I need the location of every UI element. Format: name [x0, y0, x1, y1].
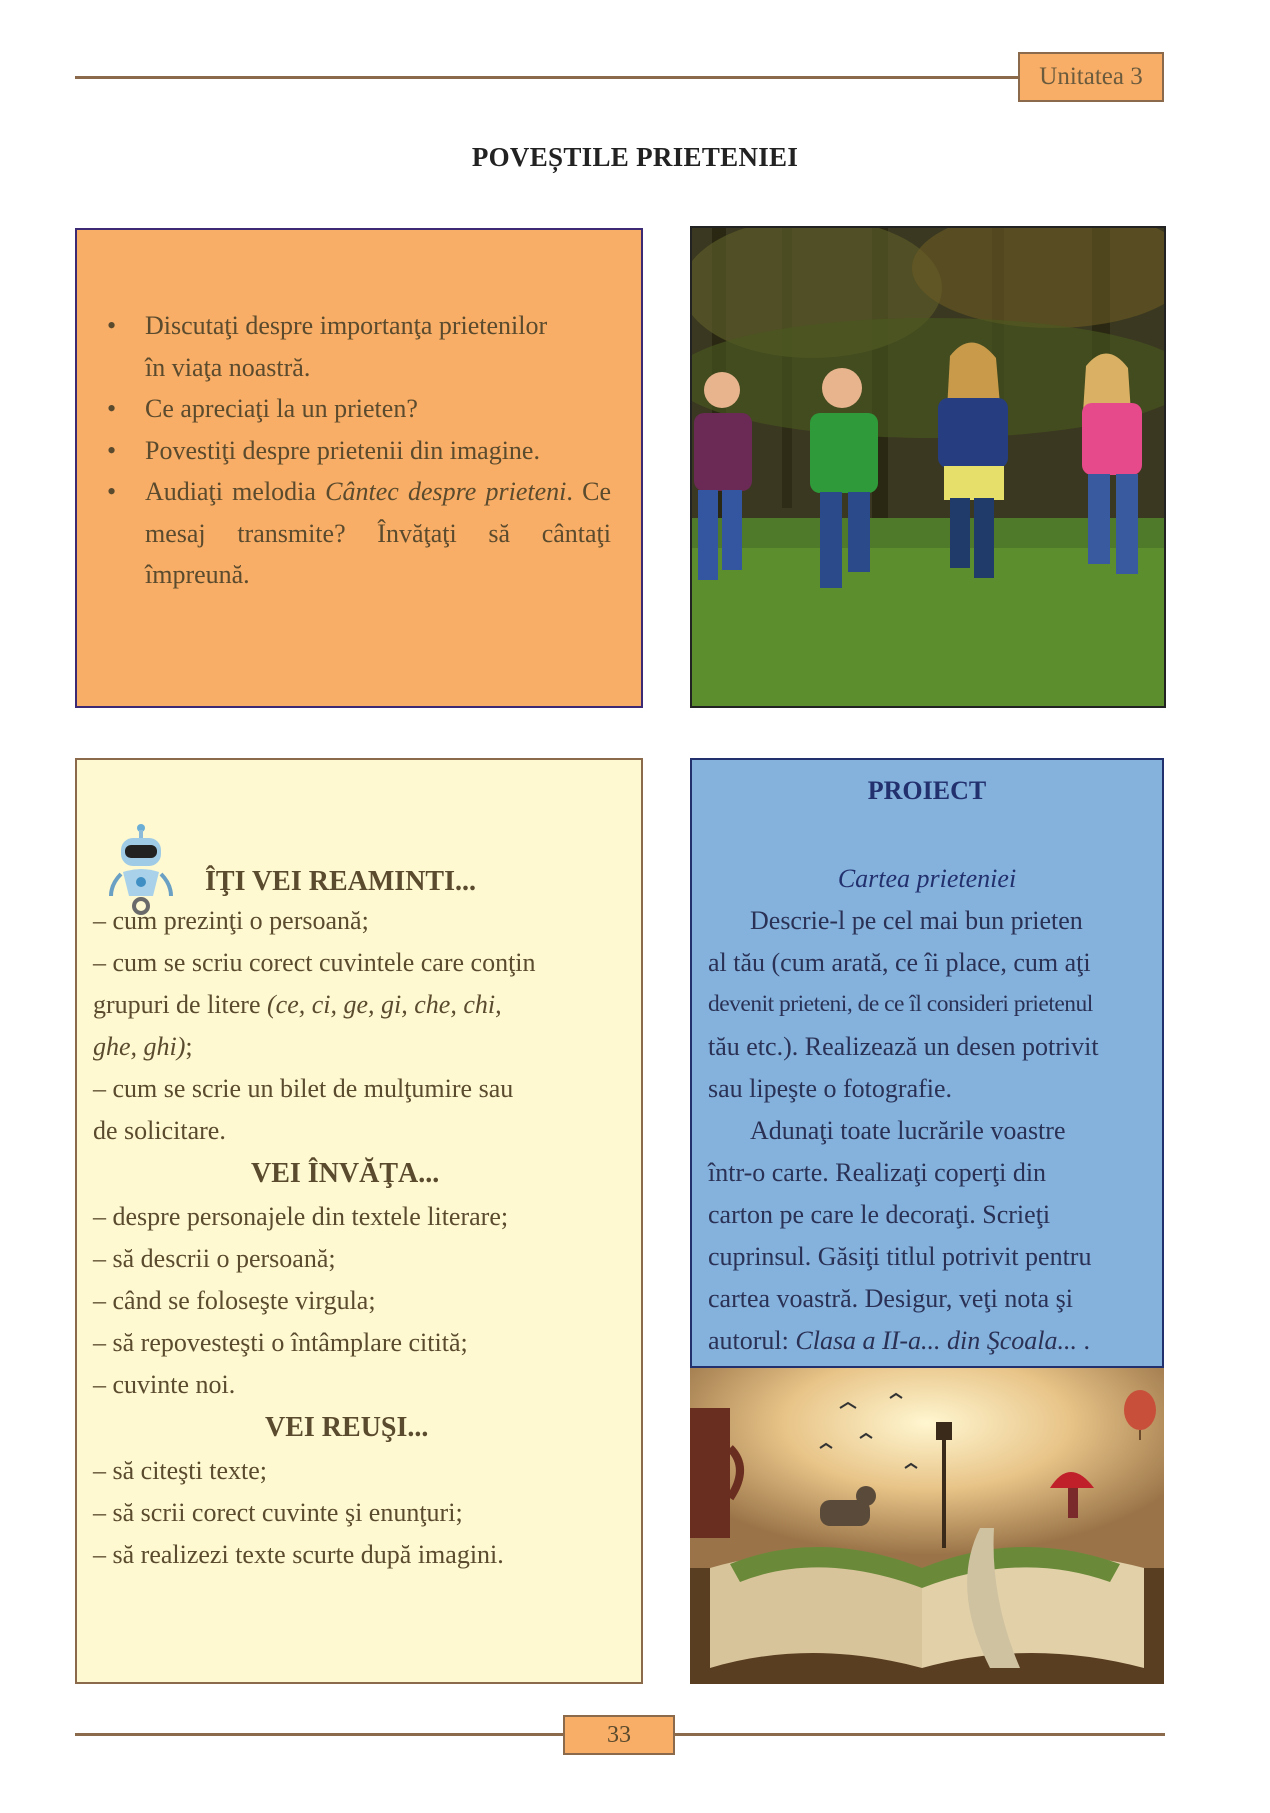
children-photo: [690, 226, 1166, 708]
project-line: autorul: Clasa a II-a... din Şcoala... .: [708, 1326, 1091, 1355]
list-item: – să citeşti texte;: [93, 1456, 268, 1485]
book-illustration: [690, 1368, 1164, 1684]
list-item: – să descrii o persoană;: [93, 1244, 336, 1273]
project-line: Descrie-l pe cel mai bun prieten: [750, 906, 1083, 935]
project-line: cuprinsul. Găsiţi titlul potrivit pentru: [708, 1242, 1092, 1271]
project-line: tău etc.). Realizează un desen potrivit: [708, 1032, 1099, 1061]
footer-rule-right: [675, 1733, 1165, 1736]
list-item: – să realizezi texte scurte după imagini.: [93, 1540, 504, 1569]
header-rule: [75, 76, 1018, 79]
project-subtitle: Cartea prieteniei: [837, 864, 1017, 893]
page-title: POVEȘTILE PRIETENIEI: [471, 142, 799, 172]
project-line: sau lipeşte o fotografie.: [708, 1074, 953, 1103]
list-item: – cum se scriu corect cuvintele care conţin: [93, 948, 536, 977]
list-item: – despre personajele din textele literare;: [93, 1202, 509, 1231]
goals-box: [75, 758, 643, 1684]
list-item: – când se foloseşte virgula;: [93, 1286, 376, 1315]
list-item: – cum prezinţi o persoană;: [93, 906, 369, 935]
list-item: – cuvinte noi.: [93, 1370, 236, 1399]
list-item: grupuri de litere (ce, ci, ge, gi, che, chi,: [93, 990, 502, 1019]
discussion-list: [107, 305, 611, 596]
unit-badge: Unitatea 3: [1018, 52, 1164, 102]
list-item: ghe, ghi);: [93, 1032, 193, 1061]
project-box: [690, 758, 1164, 1368]
footer-rule-left: [75, 1733, 563, 1736]
list-item: • Ce apreciaţi la un prieten?: [107, 388, 611, 430]
project-line: carton pe care le decoraţi. Scrieţi: [708, 1200, 1051, 1229]
project-line: devenit prieteni, de ce îl consideri prietenul: [708, 991, 1093, 1017]
list-item: • Discutaţi despre importanţa prietenilor în viaţa noastră.: [107, 305, 611, 388]
project-line: Adunaţi toate lucrările voastre: [750, 1116, 1066, 1145]
project-heading: PROIECT: [867, 776, 987, 805]
list-item: – să repovesteşti o întâmplare citită;: [93, 1328, 468, 1357]
open-book-picture: [690, 1368, 1164, 1684]
discussion-box: [75, 228, 643, 708]
list-item: – cum se scrie un bilet de mulţumire sau: [93, 1074, 514, 1103]
project-line: cartea voastră. Desigur, veţi nota şi: [708, 1284, 1073, 1313]
succeed-heading: VEI REUŞI...: [265, 1412, 429, 1443]
project-line: într-o carte. Realizaţi coperţi din: [708, 1158, 1047, 1187]
learn-heading: VEI ÎNVĂŢA...: [251, 1158, 440, 1189]
remember-heading: ÎŢI VEI REAMINTI...: [205, 866, 476, 897]
song-title: Cântec despre prieteni: [325, 477, 567, 506]
page-number: 33: [563, 1715, 675, 1755]
project-line: al tău (cum arată, ce îi place, cum aţi: [708, 948, 1091, 977]
children-running-illustration: [692, 228, 1164, 706]
list-item: • Povestiţi despre prietenii din imagine.: [107, 430, 611, 472]
list-item: • Audiaţi melodia Cântec despre prieteni. Ce mesaj transmite? Învăţaţi să cântaţi împreună.: [107, 471, 611, 596]
list-item: de solicitare.: [93, 1116, 226, 1145]
list-item: – să scrii corect cuvinte şi enunţuri;: [93, 1498, 463, 1527]
